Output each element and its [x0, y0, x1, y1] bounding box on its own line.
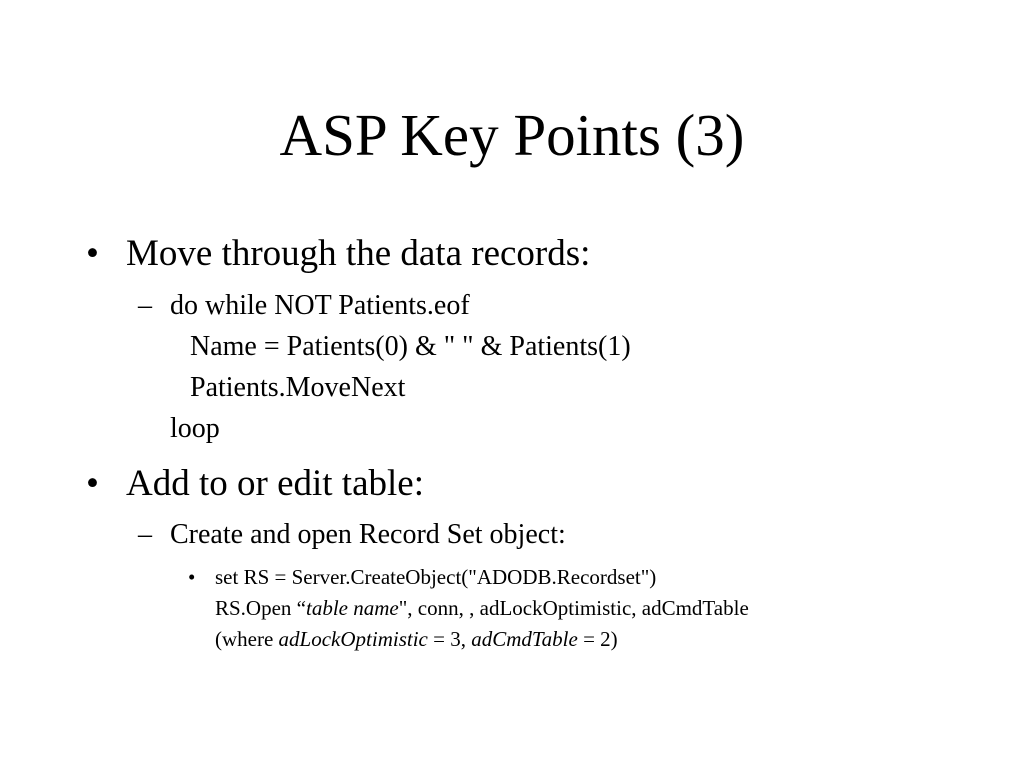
code-fragment: ", conn, , adLockOptimistic, adCmdTable	[398, 596, 749, 620]
code-line	[215, 593, 749, 624]
sub-bullet-create-recordset: Create and open Record Set object:	[170, 519, 566, 550]
bullet-text-edit-table: Add to or edit table:	[126, 463, 424, 504]
code-line: Patients.MoveNext	[190, 372, 406, 403]
code-fragment: = 3,	[427, 627, 472, 651]
slide-title: ASP Key Points (3)	[279, 102, 745, 168]
dash-marker: –	[138, 519, 152, 550]
code-fragment: = 2)	[577, 627, 618, 651]
code-line: Name = Patients(0) & " " & Patients(1)	[190, 331, 631, 362]
code-line	[215, 624, 749, 655]
bullet-marker: •	[86, 233, 99, 274]
code-fragment: RS.Open “	[215, 596, 306, 620]
code-block-loop	[170, 285, 631, 449]
dash-marker: –	[138, 290, 152, 321]
code-block-recordset	[215, 562, 749, 655]
code-fragment: (where	[215, 627, 279, 651]
code-line: loop	[170, 413, 220, 444]
bullet-marker: •	[188, 565, 196, 589]
code-line: do while NOT Patients.eof	[170, 290, 470, 321]
bullet-marker: •	[86, 463, 99, 504]
code-line: set RS = Server.CreateObject("ADODB.Recordset")	[215, 565, 657, 589]
code-fragment-italic: table name	[306, 596, 399, 620]
code-fragment-italic: adCmdTable	[471, 627, 578, 651]
bullet-text-move-records: Move through the data records:	[126, 233, 591, 274]
code-fragment-italic: adLockOptimistic	[278, 627, 428, 651]
